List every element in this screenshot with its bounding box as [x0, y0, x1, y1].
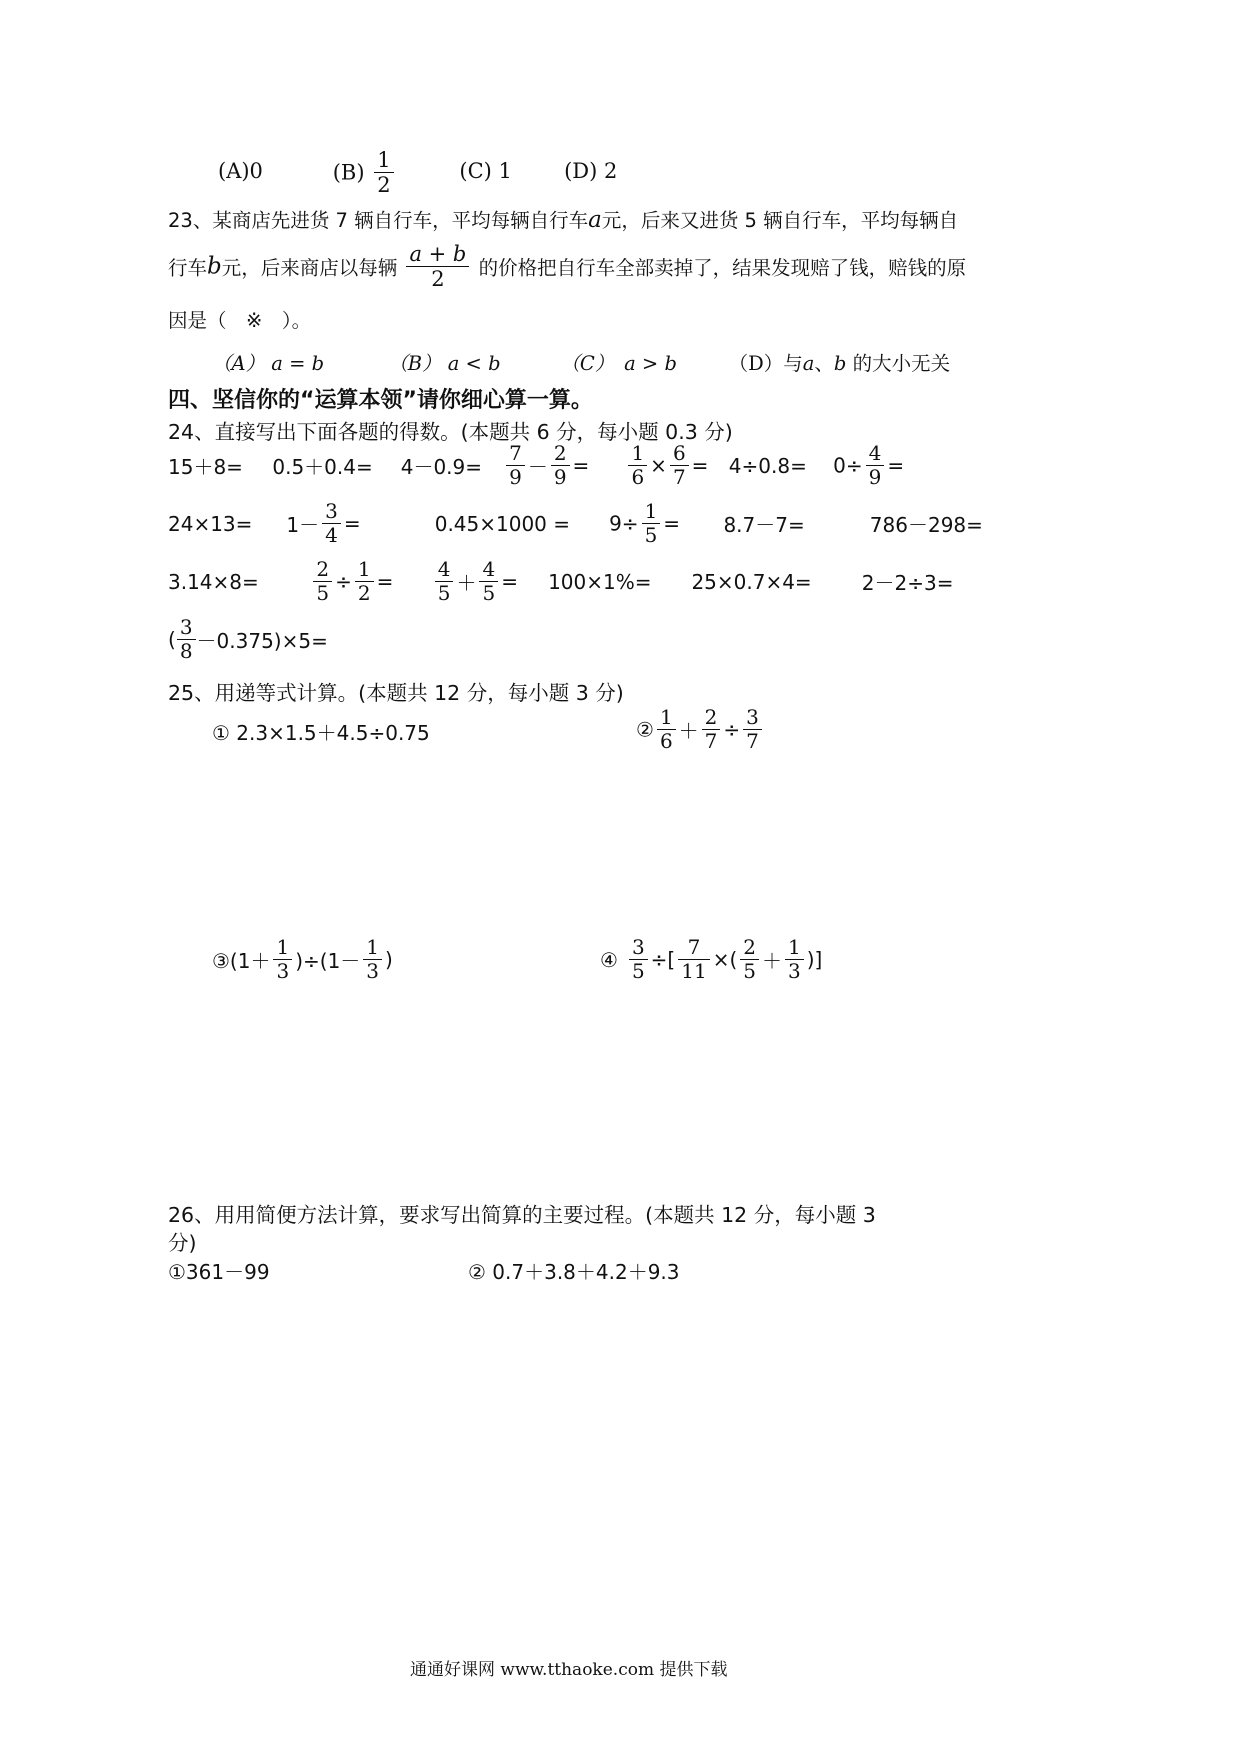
expr: 0.5＋0.4= [272, 455, 373, 479]
expr: 786－298= [869, 513, 983, 537]
q22-option-c: (C) 1 [459, 159, 512, 184]
expr: 0÷ $\frac{4}{9}$ = [833, 441, 905, 489]
variable-b: b [207, 253, 222, 280]
q24-row-1 [168, 442, 904, 489]
expr: 9÷ $\frac{1}{5}$ = [609, 499, 681, 547]
q23-line-1: 23、某商店先进货 7 辆自行车，平均每辆自行车a元，后来又进货 5 辆自行车，平均每辆自 [168, 207, 959, 233]
expr: 24×13= [168, 511, 253, 536]
expr: $\frac{1}{6}$ × $\frac{6}{7}$ = [625, 442, 722, 489]
q24-row-3 [168, 558, 954, 605]
section-4-heading: 四、坚信你的“运算本领”请你细心算一算。 [168, 388, 593, 413]
q25-problem-1: ① 2.3×1.5＋4.5÷0.75 [212, 721, 430, 745]
q23-option-b: （B） a < b [388, 352, 501, 375]
expr: $\frac{7}{9}$ － $\frac{2}{9}$ = [503, 442, 619, 489]
q26-problem-1: ①361－99 [168, 1260, 270, 1284]
q25-problem-3: ③(1＋ $\frac{1}{3}$ )÷(1－ $\frac{1}{3}$ ) [212, 935, 393, 983]
q23-option-a: （A） a = b [212, 352, 325, 375]
q26-title-line-1: 26、用用简便方法计算，要求写出简算的主要过程。(本题共 12 分，每小题 3 [168, 1203, 876, 1227]
expr: 2－2÷3= [861, 571, 954, 595]
q22-option-a: (A)0 [218, 159, 263, 184]
q23-options [212, 348, 950, 376]
q26-title-line-2: 分) [168, 1231, 197, 1255]
q24-row-4: ( $\frac{3}{8}$ －0.375)×5= [168, 615, 328, 663]
q25-title: 25、用递等式计算。(本题共 12 分，每小题 3 分) [168, 681, 624, 705]
expr: 4÷0.8= [728, 453, 807, 478]
q24-row-2 [168, 500, 983, 547]
expr: 25×0.7×4= [691, 569, 812, 594]
fraction: $\frac{1}{2}$ [374, 148, 393, 197]
variable-a: a [588, 207, 602, 233]
q26-problem-2: ② 0.7＋3.8＋4.2＋9.3 [468, 1260, 680, 1284]
q22-option-b: (B) $\frac{1}{2}$ [333, 148, 453, 197]
expr: 3.14×8= [168, 569, 259, 594]
q24-title: 24、直接写出下面各题的得数。(本题共 6 分，每小题 0.3 分) [168, 420, 733, 444]
q23-line-2: 行车b元，后来商店以每辆 $\frac{a + b}{2}$ 的价格把自行车全部卖掉了，结果发现赔了钱，赔钱的原 [168, 242, 967, 292]
expr: 15＋8= [168, 455, 243, 479]
expr: 0.45×1000 = [434, 511, 571, 536]
expr: 100×1%= [548, 569, 652, 594]
fraction-a-plus-b-over-2: $\frac{a + b}{2}$ [406, 242, 469, 291]
expr: 1－ $\frac{3}{4}$ = [286, 499, 361, 547]
q25-problem-2: ② $\frac{1}{6}$ ＋ $\frac{2}{7}$ ÷ $\frac{3}{7}$ [636, 706, 765, 753]
expr: $\frac{4}{5}$ ＋ $\frac{4}{5}$ = [432, 558, 542, 605]
expr: 8.7－7= [723, 513, 805, 537]
q22-option-d: (D) 2 [564, 159, 618, 184]
page-footer: 通通好课网 www.tthaoke.com 提供下载 [410, 1660, 728, 1680]
q22-options [218, 148, 617, 197]
q23-option-c: （C） a > b [560, 352, 677, 375]
expr: 4－0.9= [400, 455, 483, 479]
q23-option-d: （D）与a、b 的大小无关 [728, 352, 951, 375]
q25-problem-4: ④ $\frac{3}{5}$ ÷[ $\frac{7}{11}$ ×( $\frac{2}{5}$ ＋ $\frac{1}{3}$ )] [600, 935, 823, 983]
expr: $\frac{2}{5}$ ÷ $\frac{1}{2}$ = [310, 558, 425, 605]
q23-line-3: 因是（ ※ ）。 [168, 309, 312, 332]
